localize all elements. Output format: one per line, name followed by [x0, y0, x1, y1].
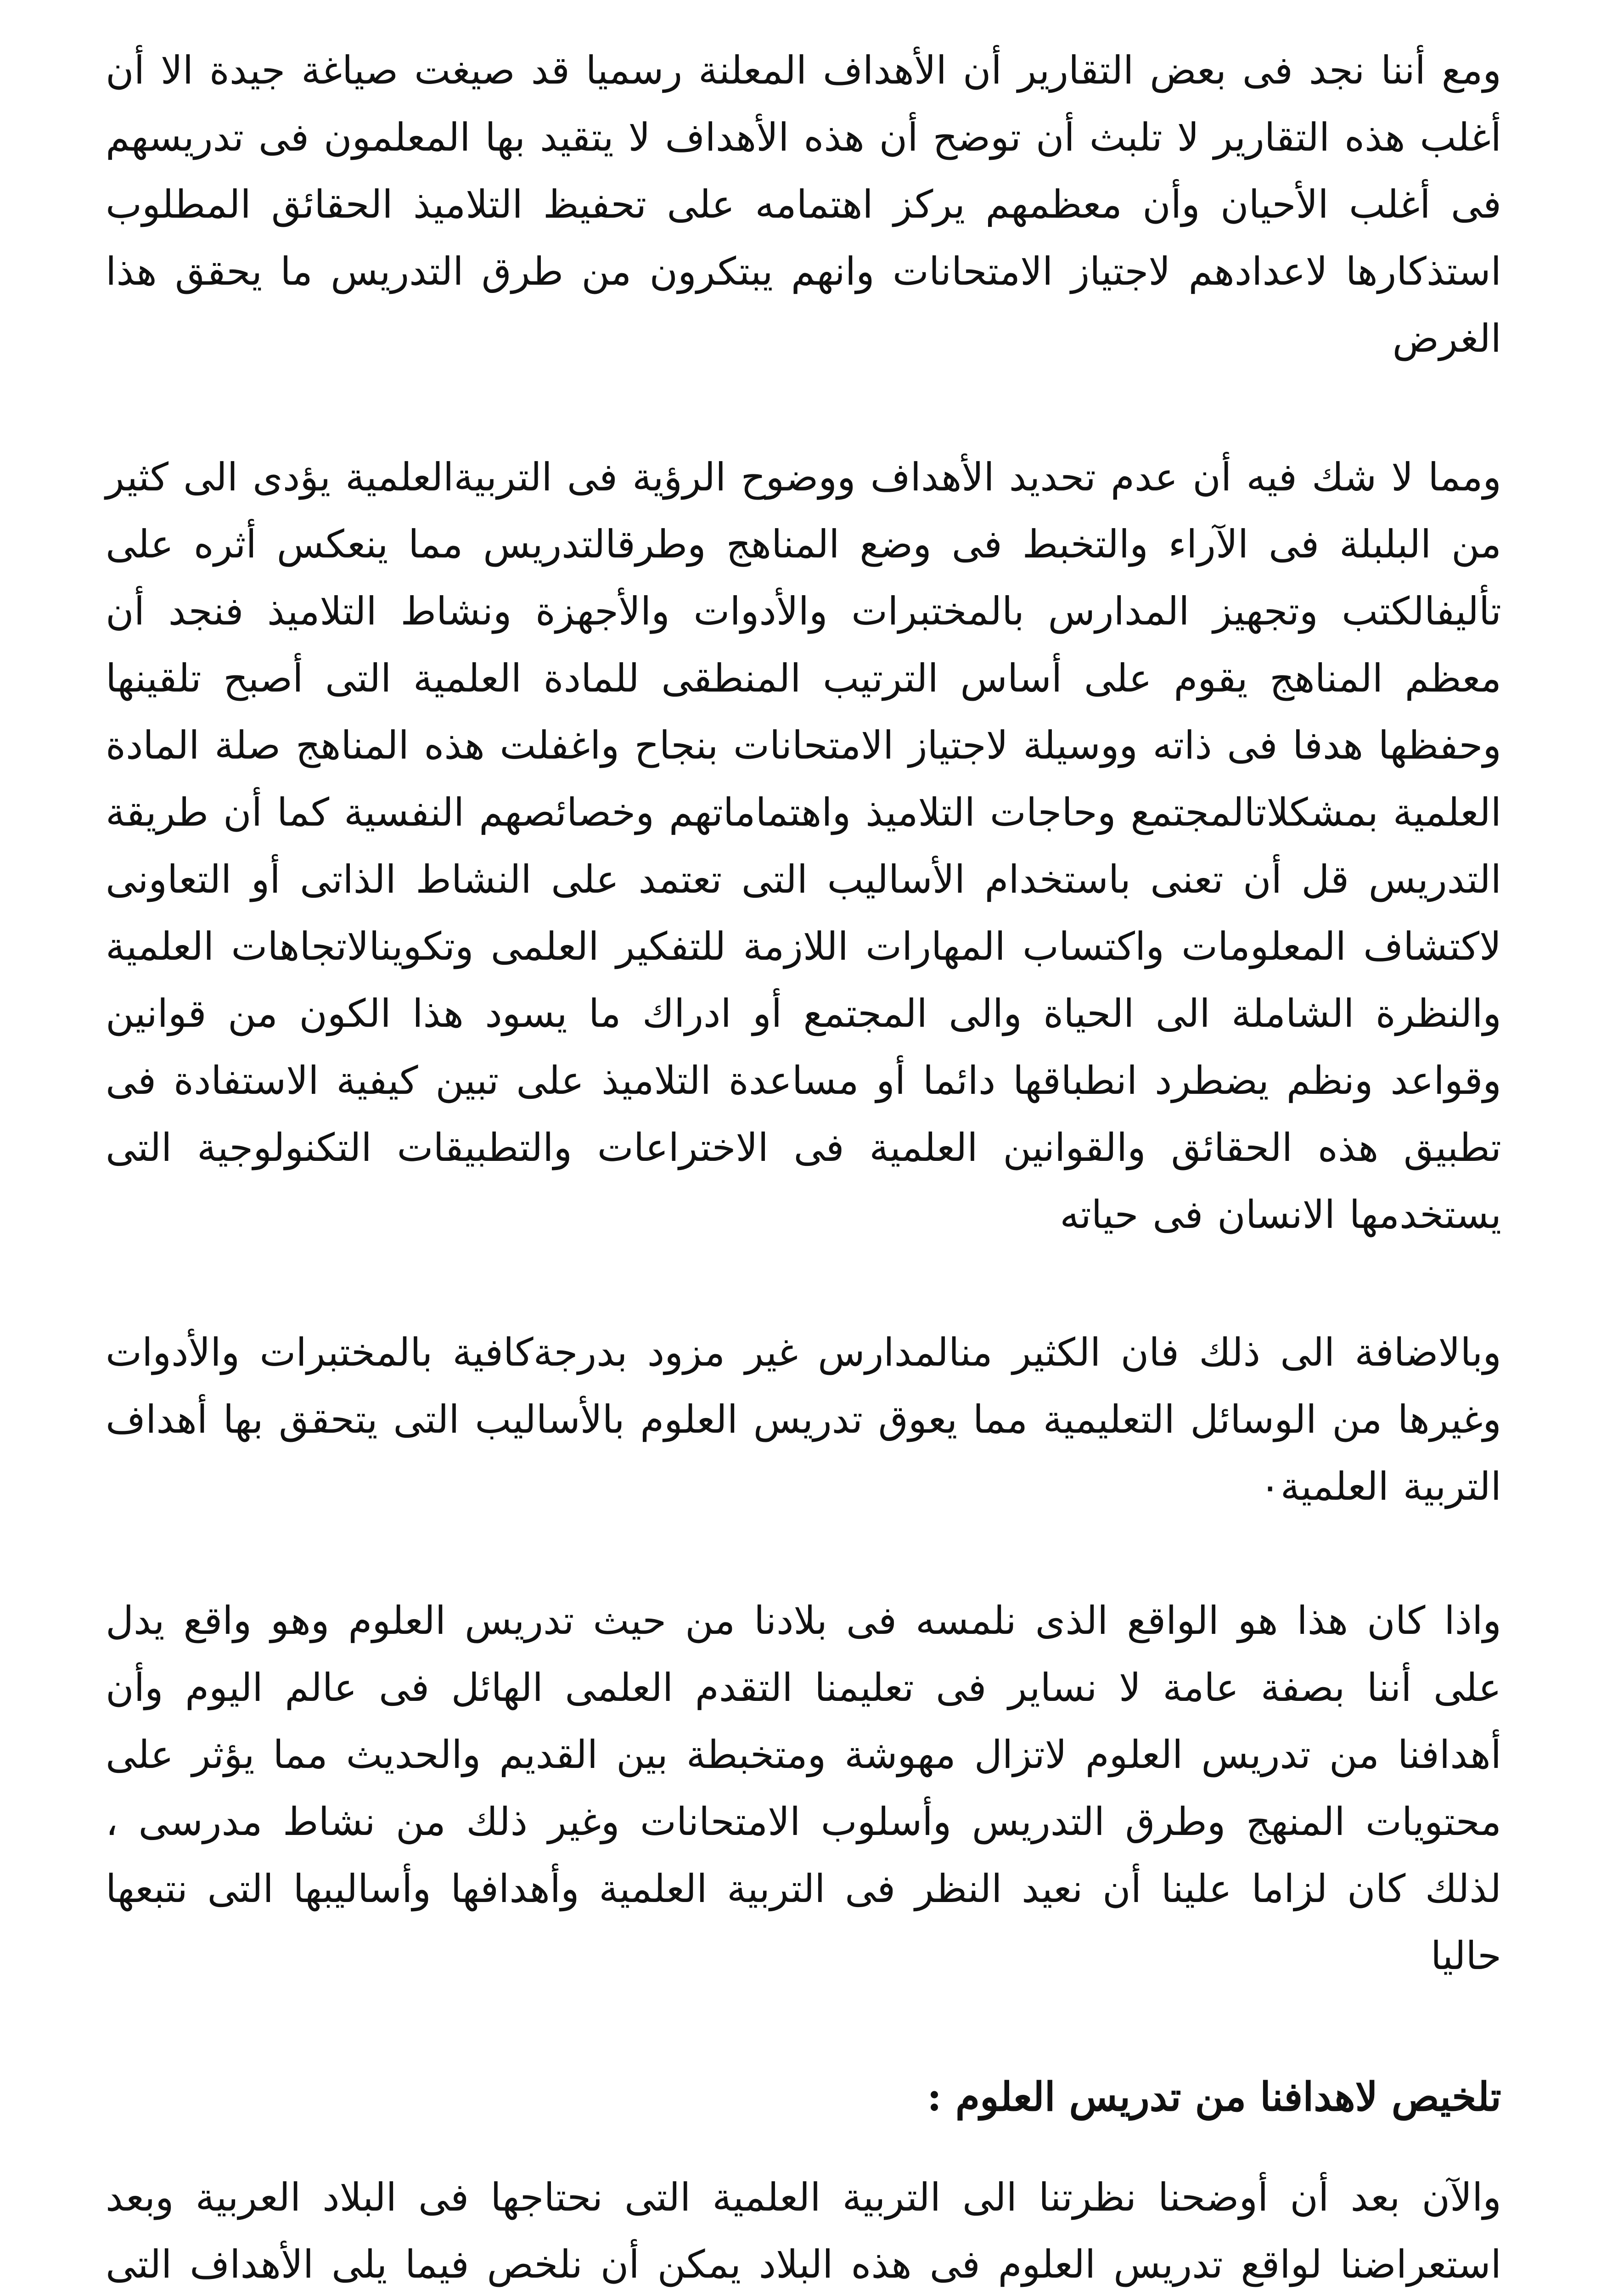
paragraph-unclear-goals: ومما لا شك فيه أن عدم تحديد الأهداف ووضوح الرؤية فى التربيةالعلمية يؤدى الى كثير من البلبلة فى الآراء والتخبط فى وضع المناهج وطرقالتدريس مما ينعكس أثره على تأليفالكتب وتجهيز المدارس بالمختبرات والأدوات والأجهزة ونشاط التلاميذ فنجد أن معظم المناهج يقوم على أساس الترتيب المنطقى للمادة العلمية التى أصبح تلقينها وحفظها هدفا فى ذاته ووسيلة لاجتياز الامتحانات بنجاح واغفلت هذه المناهج صلة المادة العلمية بمشكلاتالمجتمع وحاجات التلاميذ واهتماماتهم وخصائصهم النفسية كما أن طريقة التدريس قل أن تعنى باستخدام الأساليب التى تعتمد على النشاط الذاتى أو التعاونى لاكتشاف المعلومات واكتساب المهارات اللازمة للتفكير العلمى وتكوينالاتجاهات العلمية والنظرة الشاملة الى الحياة والى المجتمع أو ادراك ما يسود هذا الكون من قوانين وقواعد ونظم يضطرد انطباقها دائما أو مساعدة التلاميذ على تبين كيفية الاستفادة فى تطبيق هذه الحقائق والقوانين العلمية فى الاختراعات والتطبيقات التكنولوجية التى يستخدمها الانسان فى حياته [106, 455, 1501, 1237]
paragraph-current-reality: واذا كان هذا هو الواقع الذى نلمسه فى بلادنا من حيث تدريس العلوم وهو واقع يدل على أننا بصفة عامة لا نساير فى تعليمنا التقدم العلمى الهائل فى عالم اليوم وأن أهدافنا من تدريس العلوم لاتزال مهوشة ومتخبطة بين القديم والحديث مما يؤثر على محتويات المنهج وطرق التدريس وأسلوب الامتحانات وغير ذلك من نشاط مدرسى ، لذلك كان لزاما علينا أن نعيد النظر فى التربية العلمية وأهدافها وأساليبها التى نتبعها حاليا [106, 1598, 1501, 1978]
section-heading: تلخيص لاهدافنا من تدريس العلوم : [927, 2074, 1501, 2120]
paragraph-summary-intro: والآن بعد أن أوضحنا نظرتنا الى التربية العلمية التى نحتاجها فى البلاد العربية وبعد استعراضنا لواقع تدريس العلوم فى هذه البلاد يمكن أن نلخص فيما يلى الأهداف التى [106, 2175, 1501, 2287]
document-page [106, 37, 1501, 2296]
paragraph-objectives-reports: ومع أننا نجد فى بعض التقارير أن الأهداف المعلنة رسميا قد صيغت صياغة جيدة الا أن أغلب هذه التقارير لا تلبث أن توضح أن هذه الأهداف لا يتقيد بها المعلمون فى تدريسهم فى أغلب الأحيان وأن معظمهم يركز اهتمامه على تحفيظ التلاميذ الحقائق المطلوب استذكارها لاعدادهم لاجتياز الامتحانات وانهم يبتكرون من طرق التدريس ما يحقق هذا الغرض [106, 48, 1501, 361]
paragraph-school-equipment: وبالاضافة الى ذلك فان الكثير منالمدارس غير مزود بدرجةكافية بالمختبرات والأدوات وغيرها من الوسائل التعليمية مما يعوق تدريس العلوم بالأساليب التى يتحقق بها أهداف التربية العلمية٠ [106, 1330, 1501, 1509]
